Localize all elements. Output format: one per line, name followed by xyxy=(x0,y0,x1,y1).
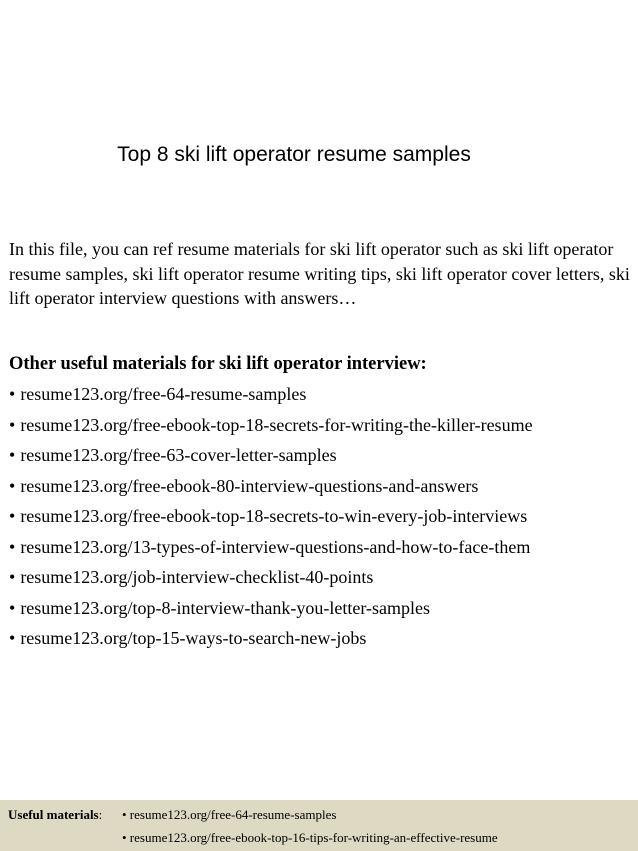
bullet-icon: • xyxy=(9,567,16,587)
footer-link[interactable]: • resume123.org/free-64-resume-samples xyxy=(122,807,337,822)
list-item[interactable] xyxy=(9,532,634,563)
list-item[interactable] xyxy=(9,471,634,502)
footer-label-text: Useful materials xyxy=(8,807,99,822)
material-link[interactable]: resume123.org/top-15-ways-to-search-new-jobs xyxy=(20,628,367,648)
material-link[interactable]: resume123.org/free-63-cover-letter-samples xyxy=(20,445,337,465)
bullet-icon: • xyxy=(9,536,16,557)
materials-section xyxy=(9,349,634,654)
bullet-icon: • xyxy=(9,597,16,618)
material-link[interactable]: resume123.org/free-ebook-top-18-secrets-for-writing-the-killer-resume xyxy=(20,414,533,435)
material-link[interactable]: resume123.org/top-8-interview-thank-you-letter-samples xyxy=(20,597,430,618)
page-title: Top 8 ski lift operator resume samples xyxy=(117,143,471,166)
bullet-icon: • xyxy=(9,506,16,526)
material-link[interactable]: resume123.org/free-ebook-80-interview-questions-and-answers xyxy=(20,475,479,496)
bullet-icon: • xyxy=(9,414,16,435)
material-link[interactable]: resume123.org/free-ebook-top-18-secrets-to-win-every-job-interviews xyxy=(20,506,528,526)
material-link[interactable]: resume123.org/free-64-resume-samples xyxy=(20,384,307,404)
footer-bar xyxy=(0,800,638,851)
list-item[interactable] xyxy=(9,440,634,471)
list-item[interactable] xyxy=(9,593,634,624)
material-link[interactable]: resume123.org/13-types-of-interview-questions-and-how-to-face-them xyxy=(20,536,531,557)
bullet-icon: • xyxy=(9,445,16,465)
list-item[interactable] xyxy=(9,623,634,654)
bullet-icon: • xyxy=(9,384,16,404)
list-item[interactable] xyxy=(9,562,634,593)
intro-paragraph: In this file, you can ref resume materials for ski lift operator such as ski lift operator resume samples, ski lift operator resume writing tips, ski lift operator cover letters, ski lift operator interview questions with answers… xyxy=(9,239,630,308)
bullet-icon: • xyxy=(9,628,16,648)
materials-list xyxy=(9,379,634,654)
list-item[interactable] xyxy=(9,410,634,441)
footer-label xyxy=(8,807,102,823)
list-item[interactable] xyxy=(9,501,634,532)
material-link[interactable]: resume123.org/job-interview-checklist-40-points xyxy=(20,567,374,587)
footer-colon: : xyxy=(98,807,103,822)
footer-link[interactable]: • resume123.org/free-ebook-top-16-tips-for-writing-an-effective-resume xyxy=(122,830,498,845)
materials-heading: Other useful materials for ski lift operator interview: xyxy=(9,354,427,374)
bullet-icon: • xyxy=(9,475,16,496)
list-item[interactable] xyxy=(9,379,634,410)
